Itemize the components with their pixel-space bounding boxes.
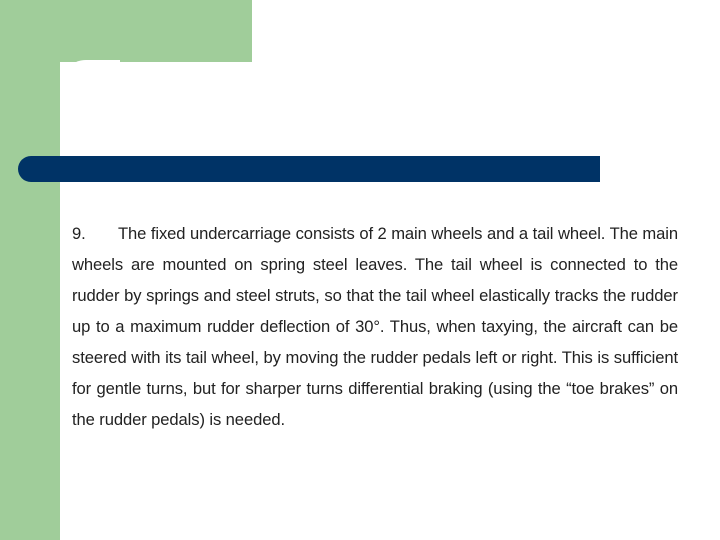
title-bar <box>18 156 600 182</box>
slide-body <box>72 218 678 435</box>
paragraph-text: The fixed undercarriage consists of 2 main wheels and a tail wheel. The main wheels are mounted on spring steel leaves. The tail wheel is connected to the rudder by springs and steel struts, so that the tail wheel elastically tracks the rudder up to a maximum rudder deflection of 30°. Thus, when taxying, the aircraft can be steered with its tail wheel, by moving the rudder pedals left or right. This is sufficient for gentle turns, but for sharper turns differential braking (using the “toe brakes” on the rudder pedals) is needed. <box>72 224 678 429</box>
green-accent-left <box>0 0 60 540</box>
paragraph-9 <box>72 218 678 435</box>
content-corner <box>60 60 120 120</box>
paragraph-number: 9. <box>72 224 86 243</box>
